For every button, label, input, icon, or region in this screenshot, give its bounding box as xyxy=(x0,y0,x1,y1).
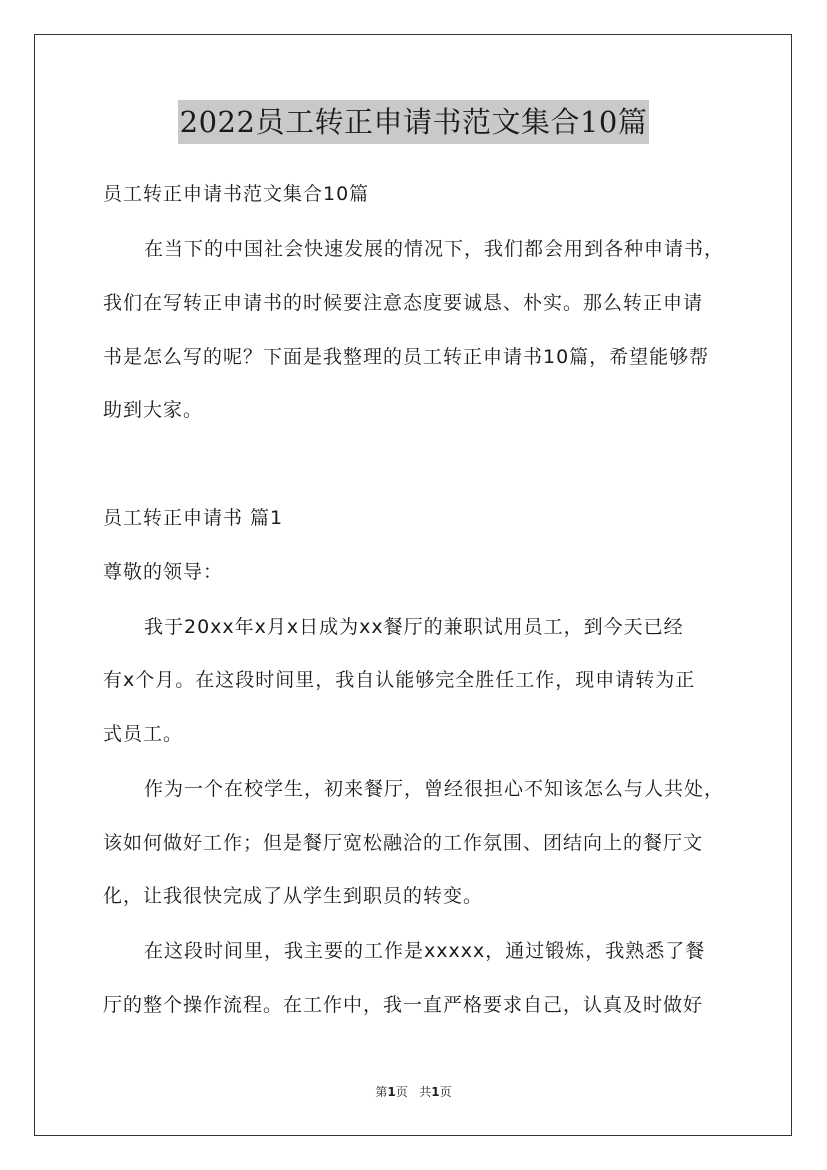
paragraph3-line-1: 在这段时间里，我主要的工作是xxxxx，通过锻炼，我熟悉了餐 xyxy=(144,940,706,962)
intro-line-3: 书是怎么写的呢？下面是我整理的员工转正申请书10篇，希望能够帮 xyxy=(103,346,710,368)
document-title xyxy=(0,100,827,144)
total-unit: 页 xyxy=(439,1085,452,1099)
total-number: 1 xyxy=(431,1085,440,1099)
total-label: 共 xyxy=(419,1085,432,1099)
salutation: 尊敬的领导： xyxy=(103,561,224,583)
page-footer xyxy=(0,1084,827,1100)
paragraph2-line-1: 作为一个在校学生，初来餐厅，曾经很担心不知该怎么与人共处， xyxy=(144,778,725,800)
intro-line-4: 助到大家。 xyxy=(103,399,204,421)
page-label: 第 xyxy=(375,1085,388,1099)
document-title-text: 2022员工转正申请书范文集合10篇 xyxy=(178,100,650,144)
paragraph2-line-2: 该如何做好工作；但是餐厅宽松融洽的工作氛围、团结向上的餐厅文 xyxy=(103,832,704,854)
intro-line-1: 在当下的中国社会快速发展的情况下，我们都会用到各种申请书， xyxy=(144,238,725,260)
paragraph1-line-2: 有x个月。在这段时间里，我自认能够完全胜任工作，现申请转为正 xyxy=(103,669,696,691)
paragraph1-line-1: 我于20xx年x月x日成为xx餐厅的兼职试用员工，到今天已经 xyxy=(144,616,684,638)
paragraph2-line-3: 化，让我很快完成了从学生到职员的转变。 xyxy=(103,885,484,907)
page-unit: 页 xyxy=(395,1085,408,1099)
section-heading: 员工转正申请书 篇1 xyxy=(103,507,284,529)
paragraph3-line-2: 厅的整个操作流程。在工作中，我一直严格要求自己，认真及时做好 xyxy=(103,994,704,1016)
paragraph1-line-3: 式员工。 xyxy=(103,723,184,745)
page-number: 1 xyxy=(387,1085,396,1099)
intro-line-2: 我们在写转正申请书的时候要注意态度要诚恳、朴实。那么转正申请 xyxy=(103,292,704,314)
document-subtitle: 员工转正申请书范文集合10篇 xyxy=(103,183,370,205)
